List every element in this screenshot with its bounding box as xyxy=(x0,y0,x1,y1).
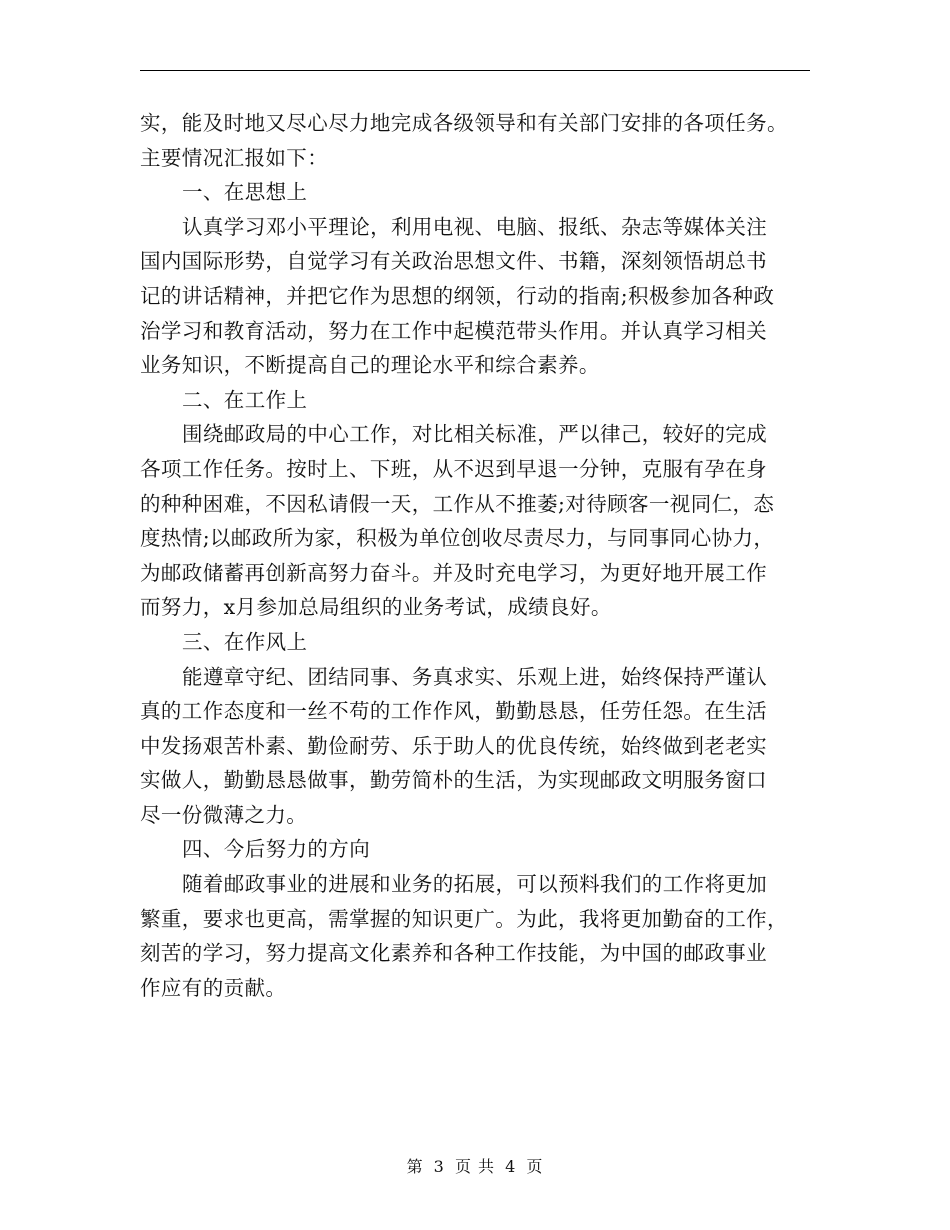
text-line: 围绕邮政局的中心工作，对比相关标准，严以律己，较好的完成 xyxy=(182,422,768,447)
text-line: 尽一份微薄之力。 xyxy=(140,802,308,827)
text-line: 主要情况汇报如下： xyxy=(140,145,329,170)
text-line: 繁重，要求也更高，需掌握的知识更广。为此，我将更加勤奋的工作， xyxy=(140,906,788,931)
section-heading: 三、在作风上 xyxy=(182,629,308,654)
text-line: 实，能及时地又尽心尽力地完成各级领导和有关部门安排的各项任务。 xyxy=(140,111,788,135)
page-mid: 页 共 xyxy=(454,1157,496,1176)
text-line: 而努力，x月参加总局组织的业务考试，成绩良好。 xyxy=(140,595,612,620)
text-line: 中发扬艰苦朴素、勤俭耐劳、乐于助人的优良传统，始终做到老老实 xyxy=(140,733,767,758)
text-line: 作应有的贡献。 xyxy=(140,975,287,1000)
text-line: 随着邮政事业的进展和业务的拓展，可以预料我们的工作将更加 xyxy=(182,872,768,897)
text-line: 度热情;以邮政所为家，积极为单位创收尽责尽力，与同事同心协力， xyxy=(140,526,775,551)
section-heading: 一、在思想上 xyxy=(182,180,308,205)
text-line: 记的讲话精神，并把它作为思想的纲领，行动的指南;积极参加各种政 xyxy=(140,283,775,308)
page-suffix: 页 xyxy=(526,1157,544,1176)
text-line: 业务知识，不断提高自己的理论水平和综合素养。 xyxy=(140,353,600,378)
text-line: 国内国际形势，自觉学习有关政治思想文件、书籍，深刻领悟胡总书 xyxy=(140,249,767,274)
text-line: 实做人，勤勤恳恳做事，勤劳简朴的生活，为实现邮政文明服务窗口 xyxy=(140,768,767,793)
text-line: 真的工作态度和一丝不苟的工作作风，勤勤恳恳，任劳任怨。在生活 xyxy=(140,699,767,724)
section-heading: 四、今后努力的方向 xyxy=(182,837,371,862)
section-heading: 二、在工作上 xyxy=(182,387,308,412)
text-line: 认真学习邓小平理论，利用电视、电脑、报纸、杂志等媒体关注 xyxy=(182,214,768,239)
page-prefix: 第 xyxy=(406,1157,424,1176)
header-rule xyxy=(140,70,810,71)
page-footer xyxy=(0,1154,950,1177)
body-text xyxy=(140,106,810,1005)
text-line: 能遵章守纪、团结同事、务真求实、乐观上进，始终保持严谨认 xyxy=(182,664,768,689)
text-line: 为邮政储蓄再创新高努力奋斗。并及时充电学习，为更好地开展工作 xyxy=(140,560,767,585)
current-page-number: 3 xyxy=(433,1157,445,1176)
text-line: 刻苦的学习，努力提高文化素养和各种工作技能，为中国的邮政事业 xyxy=(140,941,767,966)
text-line: 的种种困难，不因私请假一天，工作从不推萎;对待顾客一视同仁，态 xyxy=(140,491,775,516)
text-line: 各项工作任务。按时上、下班，从不迟到早退一分钟，克服有孕在身 xyxy=(140,456,767,481)
total-pages-number: 4 xyxy=(505,1157,517,1176)
text-line: 治学习和教育活动，努力在工作中起模范带头作用。并认真学习相关 xyxy=(140,318,767,343)
